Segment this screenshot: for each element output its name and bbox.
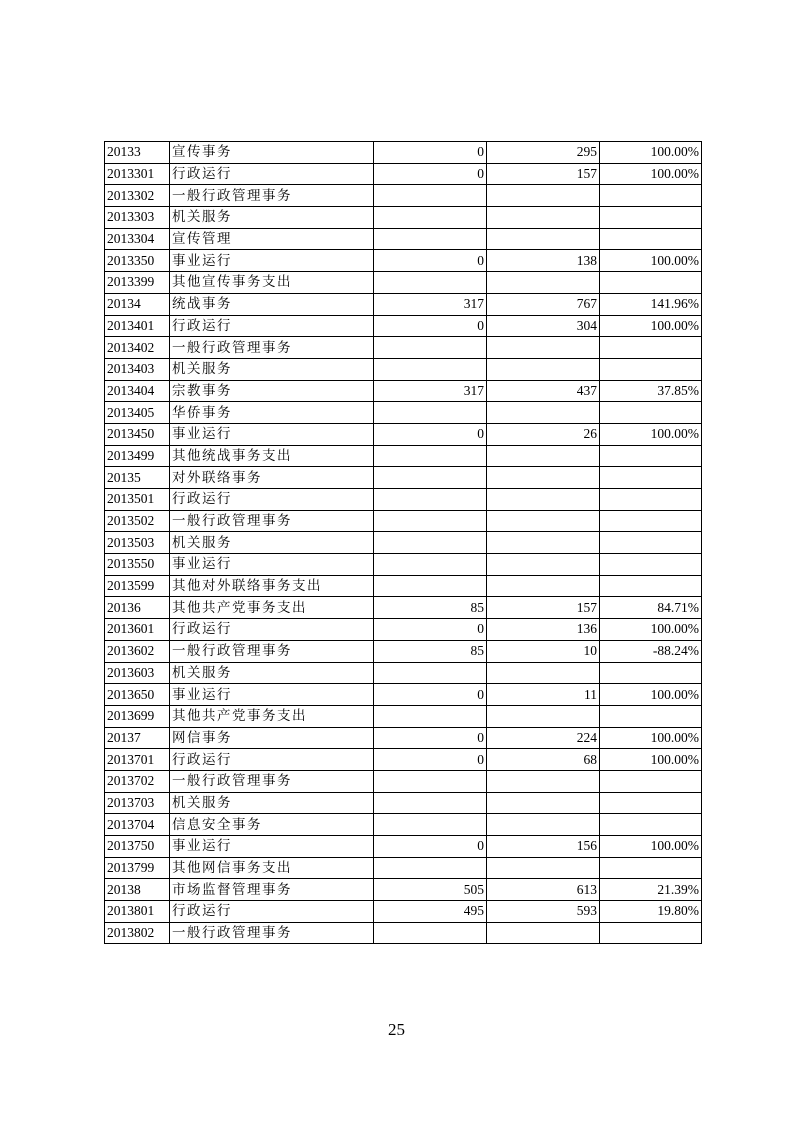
subject-code-cell: 2013603: [105, 662, 170, 684]
subject-name-cell: 对外联络事务: [170, 467, 374, 489]
subject-code-cell: 20137: [105, 727, 170, 749]
change-rate-cell: [600, 770, 702, 792]
prior-amount-cell: [374, 554, 487, 576]
subject-name-cell: 机关服务: [170, 792, 374, 814]
prior-amount-cell: [374, 402, 487, 424]
prior-amount-cell: 0: [374, 250, 487, 272]
subject-name-cell: 其他对外联络事务支出: [170, 575, 374, 597]
current-amount-cell: 437: [487, 380, 600, 402]
prior-amount-cell: 495: [374, 901, 487, 923]
subject-code-cell: 2013750: [105, 836, 170, 858]
subject-name-cell: 事业运行: [170, 554, 374, 576]
table-row: [105, 423, 702, 445]
change-rate-cell: 37.85%: [600, 380, 702, 402]
change-rate-cell: [600, 814, 702, 836]
current-amount-cell: 156: [487, 836, 600, 858]
subject-name-cell: 行政运行: [170, 315, 374, 337]
prior-amount-cell: [374, 445, 487, 467]
change-rate-cell: 100.00%: [600, 727, 702, 749]
subject-name-cell: 其他网信事务支出: [170, 857, 374, 879]
prior-amount-cell: 0: [374, 619, 487, 641]
change-rate-cell: 100.00%: [600, 749, 702, 771]
subject-name-cell: 一般行政管理事务: [170, 922, 374, 944]
subject-name-cell: 机关服务: [170, 662, 374, 684]
current-amount-cell: [487, 358, 600, 380]
current-amount-cell: [487, 532, 600, 554]
table-row: [105, 640, 702, 662]
subject-name-cell: 机关服务: [170, 207, 374, 229]
prior-amount-cell: [374, 358, 487, 380]
prior-amount-cell: [374, 922, 487, 944]
change-rate-cell: [600, 489, 702, 511]
prior-amount-cell: 0: [374, 423, 487, 445]
subject-code-cell: 2013602: [105, 640, 170, 662]
change-rate-cell: [600, 467, 702, 489]
change-rate-cell: 21.39%: [600, 879, 702, 901]
subject-name-cell: 统战事务: [170, 293, 374, 315]
subject-name-cell: 机关服务: [170, 358, 374, 380]
change-rate-cell: [600, 402, 702, 424]
prior-amount-cell: 0: [374, 684, 487, 706]
prior-amount-cell: 317: [374, 380, 487, 402]
current-amount-cell: [487, 554, 600, 576]
subject-name-cell: 机关服务: [170, 532, 374, 554]
prior-amount-cell: [374, 510, 487, 532]
current-amount-cell: 26: [487, 423, 600, 445]
current-amount-cell: 224: [487, 727, 600, 749]
table-row: [105, 228, 702, 250]
subject-code-cell: 20138: [105, 879, 170, 901]
subject-code-cell: 2013404: [105, 380, 170, 402]
current-amount-cell: 613: [487, 879, 600, 901]
table-body: [105, 142, 702, 944]
prior-amount-cell: 317: [374, 293, 487, 315]
table-row: [105, 836, 702, 858]
current-amount-cell: [487, 185, 600, 207]
subject-name-cell: 网信事务: [170, 727, 374, 749]
prior-amount-cell: [374, 857, 487, 879]
current-amount-cell: [487, 662, 600, 684]
prior-amount-cell: [374, 814, 487, 836]
change-rate-cell: 100.00%: [600, 250, 702, 272]
table-row: [105, 575, 702, 597]
table-row: [105, 163, 702, 185]
change-rate-cell: [600, 207, 702, 229]
change-rate-cell: [600, 185, 702, 207]
change-rate-cell: 100.00%: [600, 315, 702, 337]
prior-amount-cell: 0: [374, 749, 487, 771]
current-amount-cell: [487, 337, 600, 359]
subject-name-cell: 一般行政管理事务: [170, 770, 374, 792]
subject-name-cell: 行政运行: [170, 901, 374, 923]
table-row: [105, 922, 702, 944]
prior-amount-cell: 0: [374, 727, 487, 749]
change-rate-cell: [600, 705, 702, 727]
current-amount-cell: [487, 814, 600, 836]
current-amount-cell: [487, 445, 600, 467]
subject-name-cell: 行政运行: [170, 619, 374, 641]
table-row: [105, 315, 702, 337]
subject-code-cell: 2013301: [105, 163, 170, 185]
prior-amount-cell: [374, 662, 487, 684]
subject-code-cell: 2013350: [105, 250, 170, 272]
subject-code-cell: 2013403: [105, 358, 170, 380]
change-rate-cell: [600, 510, 702, 532]
table-row: [105, 510, 702, 532]
subject-name-cell: 市场监督管理事务: [170, 879, 374, 901]
change-rate-cell: [600, 575, 702, 597]
subject-code-cell: 2013502: [105, 510, 170, 532]
current-amount-cell: 68: [487, 749, 600, 771]
current-amount-cell: [487, 510, 600, 532]
subject-code-cell: 2013499: [105, 445, 170, 467]
subject-name-cell: 事业运行: [170, 684, 374, 706]
table-row: [105, 489, 702, 511]
prior-amount-cell: [374, 185, 487, 207]
current-amount-cell: 10: [487, 640, 600, 662]
subject-name-cell: 事业运行: [170, 836, 374, 858]
subject-name-cell: 其他宣传事务支出: [170, 272, 374, 294]
subject-code-cell: 2013302: [105, 185, 170, 207]
subject-name-cell: 事业运行: [170, 250, 374, 272]
prior-amount-cell: 0: [374, 142, 487, 164]
prior-amount-cell: 505: [374, 879, 487, 901]
prior-amount-cell: [374, 207, 487, 229]
current-amount-cell: 593: [487, 901, 600, 923]
current-amount-cell: [487, 857, 600, 879]
current-amount-cell: [487, 575, 600, 597]
current-amount-cell: [487, 489, 600, 511]
subject-code-cell: 20133: [105, 142, 170, 164]
prior-amount-cell: [374, 228, 487, 250]
current-amount-cell: [487, 922, 600, 944]
subject-code-cell: 2013399: [105, 272, 170, 294]
change-rate-cell: [600, 272, 702, 294]
prior-amount-cell: [374, 770, 487, 792]
change-rate-cell: 141.96%: [600, 293, 702, 315]
prior-amount-cell: [374, 575, 487, 597]
current-amount-cell: 138: [487, 250, 600, 272]
subject-name-cell: 行政运行: [170, 749, 374, 771]
prior-amount-cell: 0: [374, 836, 487, 858]
budget-table: [104, 141, 702, 944]
current-amount-cell: 157: [487, 163, 600, 185]
subject-code-cell: 2013405: [105, 402, 170, 424]
subject-name-cell: 行政运行: [170, 489, 374, 511]
prior-amount-cell: 85: [374, 597, 487, 619]
subject-code-cell: 2013450: [105, 423, 170, 445]
table-row: [105, 380, 702, 402]
subject-name-cell: 宣传事务: [170, 142, 374, 164]
prior-amount-cell: [374, 705, 487, 727]
current-amount-cell: 11: [487, 684, 600, 706]
subject-name-cell: 其他共产党事务支出: [170, 705, 374, 727]
subject-code-cell: 2013503: [105, 532, 170, 554]
table-row: [105, 814, 702, 836]
subject-code-cell: 2013401: [105, 315, 170, 337]
subject-name-cell: 行政运行: [170, 163, 374, 185]
change-rate-cell: [600, 662, 702, 684]
subject-code-cell: 2013703: [105, 792, 170, 814]
subject-name-cell: 一般行政管理事务: [170, 510, 374, 532]
current-amount-cell: 767: [487, 293, 600, 315]
table-row: [105, 901, 702, 923]
subject-code-cell: 2013601: [105, 619, 170, 641]
table-row: [105, 727, 702, 749]
subject-code-cell: 2013802: [105, 922, 170, 944]
subject-code-cell: 2013650: [105, 684, 170, 706]
change-rate-cell: [600, 337, 702, 359]
subject-name-cell: 宣传管理: [170, 228, 374, 250]
table-row: [105, 857, 702, 879]
table-row: [105, 792, 702, 814]
prior-amount-cell: [374, 337, 487, 359]
subject-code-cell: 2013550: [105, 554, 170, 576]
table-row: [105, 770, 702, 792]
table-row: [105, 293, 702, 315]
prior-amount-cell: 0: [374, 163, 487, 185]
subject-name-cell: 其他统战事务支出: [170, 445, 374, 467]
prior-amount-cell: 0: [374, 315, 487, 337]
subject-name-cell: 一般行政管理事务: [170, 337, 374, 359]
table-row: [105, 185, 702, 207]
subject-code-cell: 2013303: [105, 207, 170, 229]
change-rate-cell: [600, 228, 702, 250]
table-row: [105, 402, 702, 424]
change-rate-cell: 100.00%: [600, 836, 702, 858]
subject-code-cell: 2013801: [105, 901, 170, 923]
current-amount-cell: [487, 228, 600, 250]
table-row: [105, 337, 702, 359]
current-amount-cell: [487, 207, 600, 229]
subject-name-cell: 一般行政管理事务: [170, 185, 374, 207]
prior-amount-cell: 85: [374, 640, 487, 662]
subject-code-cell: 2013304: [105, 228, 170, 250]
table-row: [105, 597, 702, 619]
subject-code-cell: 2013799: [105, 857, 170, 879]
current-amount-cell: 295: [487, 142, 600, 164]
subject-code-cell: 20135: [105, 467, 170, 489]
change-rate-cell: 19.80%: [600, 901, 702, 923]
current-amount-cell: 136: [487, 619, 600, 641]
subject-code-cell: 2013702: [105, 770, 170, 792]
table-row: [105, 554, 702, 576]
change-rate-cell: 84.71%: [600, 597, 702, 619]
subject-code-cell: 2013701: [105, 749, 170, 771]
prior-amount-cell: [374, 272, 487, 294]
change-rate-cell: 100.00%: [600, 619, 702, 641]
table-row: [105, 272, 702, 294]
table-row: [105, 142, 702, 164]
change-rate-cell: 100.00%: [600, 163, 702, 185]
subject-name-cell: 一般行政管理事务: [170, 640, 374, 662]
table-row: [105, 879, 702, 901]
table-row: [105, 467, 702, 489]
current-amount-cell: [487, 705, 600, 727]
change-rate-cell: [600, 358, 702, 380]
change-rate-cell: [600, 857, 702, 879]
table-row: [105, 705, 702, 727]
subject-code-cell: 20134: [105, 293, 170, 315]
current-amount-cell: [487, 792, 600, 814]
change-rate-cell: 100.00%: [600, 423, 702, 445]
table-row: [105, 207, 702, 229]
change-rate-cell: [600, 792, 702, 814]
current-amount-cell: [487, 770, 600, 792]
current-amount-cell: [487, 402, 600, 424]
table-row: [105, 250, 702, 272]
change-rate-cell: [600, 532, 702, 554]
current-amount-cell: 304: [487, 315, 600, 337]
subject-name-cell: 其他共产党事务支出: [170, 597, 374, 619]
change-rate-cell: [600, 445, 702, 467]
subject-code-cell: 2013704: [105, 814, 170, 836]
subject-name-cell: 宗教事务: [170, 380, 374, 402]
table-row: [105, 662, 702, 684]
table-row: [105, 445, 702, 467]
change-rate-cell: 100.00%: [600, 142, 702, 164]
page-number: 25: [388, 1020, 405, 1039]
subject-code-cell: 2013402: [105, 337, 170, 359]
subject-name-cell: 信息安全事务: [170, 814, 374, 836]
current-amount-cell: 157: [487, 597, 600, 619]
subject-name-cell: 事业运行: [170, 423, 374, 445]
current-amount-cell: [487, 272, 600, 294]
prior-amount-cell: [374, 532, 487, 554]
table-row: [105, 619, 702, 641]
prior-amount-cell: [374, 467, 487, 489]
table-row: [105, 358, 702, 380]
subject-code-cell: 20136: [105, 597, 170, 619]
change-rate-cell: -88.24%: [600, 640, 702, 662]
current-amount-cell: [487, 467, 600, 489]
subject-code-cell: 2013599: [105, 575, 170, 597]
change-rate-cell: [600, 554, 702, 576]
change-rate-cell: 100.00%: [600, 684, 702, 706]
change-rate-cell: [600, 922, 702, 944]
subject-name-cell: 华侨事务: [170, 402, 374, 424]
table-row: [105, 749, 702, 771]
prior-amount-cell: [374, 792, 487, 814]
prior-amount-cell: [374, 489, 487, 511]
table-row: [105, 684, 702, 706]
table-row: [105, 532, 702, 554]
subject-code-cell: 2013501: [105, 489, 170, 511]
subject-code-cell: 2013699: [105, 705, 170, 727]
